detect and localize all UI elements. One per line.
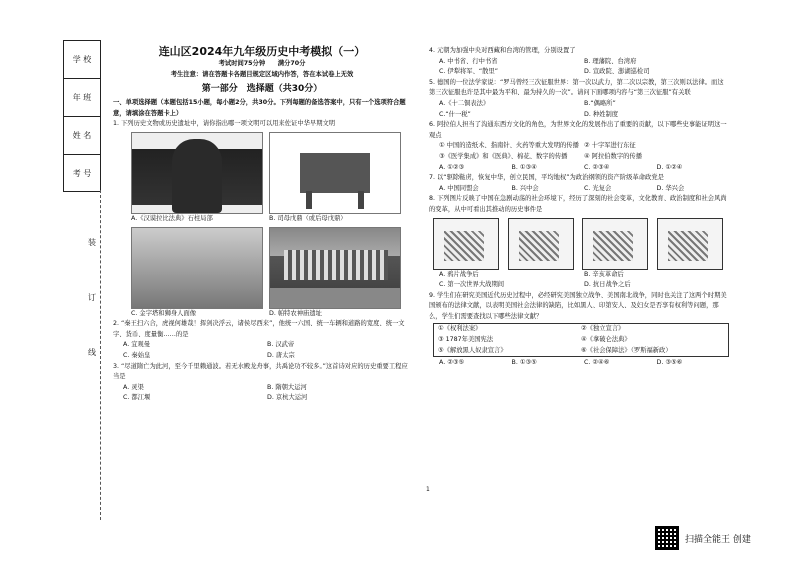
statement-item: ① 中国的造纸术、指南针、火药等重大发明的传播 (439, 142, 579, 150)
question-stem: 9. 学生们在研究美国近代历史过程中，必经研究美国独立战争、美国南北战争，同时也关注了这两个时期美国颁布的法律文献，以表明美国社会法律的缺陷，比如黑人、印第安人、及妇女是否享有权利等问题，那么，学生们需要查找以下哪些法律文献？ (429, 291, 727, 320)
answer-option: A. 鸦片战争后 (439, 270, 479, 278)
answer-option: A. ①②③ (439, 163, 465, 171)
statement-item: ⑥《社会保障法》（罗斯福新政） (581, 346, 672, 354)
school-field: 学 校 (64, 41, 100, 79)
answer-option: C. 都江堰 (123, 394, 151, 402)
question-9 (429, 291, 729, 369)
option-caption: C. 金字塔和狮身人面像 (131, 309, 197, 317)
answer-option: D. 华兴会 (656, 184, 685, 192)
question-6 (429, 120, 729, 173)
right-column (429, 46, 729, 369)
question-2 (113, 319, 411, 361)
name-field: 姓 名 (64, 117, 100, 155)
statement-item: ③《医学集成》和《医典》、棉花、数字的传播 (439, 152, 568, 160)
answer-option: A. 灵渠 (123, 383, 144, 391)
answer-option: A. ②③⑤ (439, 359, 465, 367)
answer-option: C. ②③④ (584, 163, 610, 171)
question-stem: 2. “秦王扫六合，虎视何雄哉！挥剑决浮云，诸侯尽西来”，他统一六国、统一车辆和道路的宽度、统一文字、货币、度量衡……的是 (113, 320, 405, 338)
question-8 (429, 194, 729, 290)
pyramid-sphinx-image (131, 227, 263, 309)
question-stem: 7. 以“驱除鞑虏，恢复中华，创立民国，平均地权”为政治纲领的资产阶级革命政党是 (429, 174, 664, 182)
hammurabi-stele-image (131, 132, 263, 214)
student-info-box (63, 40, 101, 192)
exam-number-field: 考 号 (72, 169, 92, 178)
binding-dashed-line (100, 190, 101, 520)
question-3 (113, 362, 411, 404)
question-stem: 8. 下列图片反映了中国在急剧动荡的社会环境下，经历了深刻的社会变革，文化教育、政治制度和社会风尚的变革，从中可看出其推动的历史事件是 (429, 195, 727, 213)
left-column (113, 44, 411, 404)
answer-option: C. ②④⑥ (584, 359, 610, 367)
exam-meta: 考试时间75分钟 满分70分 (218, 60, 306, 67)
answer-option: C. 光复会 (584, 184, 612, 192)
option-caption: B. 司母戊鼎（或后母戊鼎） (269, 214, 347, 222)
answer-option: B. 理藩院、台湾府 (584, 57, 637, 65)
parthenon-image (269, 227, 401, 309)
answer-option: C. 秦始皇 (123, 351, 151, 359)
scanner-watermark (655, 526, 751, 550)
statement-item: ⑤《解放黑人奴隶宣言》 (438, 346, 507, 354)
answer-option: C. 伊犁将军、“散里” (439, 68, 499, 76)
class-field: 年 班 (64, 79, 100, 117)
question-stem: 1. 下列历史文物或历史遗址中，请你指出哪一项文明可以用来佐证中华早期文明 (113, 120, 336, 128)
cartoon-image-4 (657, 218, 723, 270)
question-1 (113, 119, 411, 319)
question-stem: 3. “尽道隋亡为此河，至今千里赖通波。若无水殿龙舟事，共禹论功不较多。”这首诗对应的历史重要工程应当是 (113, 362, 408, 381)
binding-line-label (86, 215, 98, 380)
page-number: 1 (426, 486, 430, 493)
binding-char: 装 (88, 238, 96, 247)
part-heading: 第一部分 选择题（共30分） (201, 84, 323, 95)
statement-item: ③ 1787年美国宪法 (438, 336, 494, 344)
answer-option: D. 唐太宗 (267, 351, 295, 359)
binding-char: 线 (88, 348, 96, 357)
answer-option: D. 宣政院、澎湖巡检司 (584, 68, 650, 76)
answer-option: D. ③⑤⑥ (656, 359, 683, 367)
answer-option: D. 京杭大运河 (267, 394, 308, 402)
answer-option: D. 种姓制度 (584, 110, 619, 118)
answer-option: A. 宜观曼 (123, 341, 151, 349)
option-caption: D. 帕特农神庙遗址 (269, 309, 322, 317)
answer-option: A.《十二铜表法》 (439, 99, 490, 107)
statement-item: ④《拿破仑法典》 (581, 336, 631, 344)
question-7 (429, 173, 729, 194)
answer-option: B. 兴中会 (511, 184, 539, 192)
answer-option: A. 中书省、行中书省 (439, 57, 498, 65)
binding-char: 订 (88, 293, 96, 302)
cartoon-image-2 (508, 218, 574, 270)
cartoon-image-1 (433, 218, 499, 270)
answer-option: B.“偶略所” (584, 99, 616, 107)
statement-item: ④ 阿拉伯数字的传播 (584, 152, 643, 160)
answer-option: D. ①②④ (656, 163, 683, 171)
answer-option: B. 辛亥革命后 (584, 270, 624, 278)
question-stem: 4. 元朝为加强中央对西藏和台湾的管理，分别设置了 (429, 47, 576, 54)
answer-option: B. ①③④ (511, 163, 537, 171)
statement-item: ②《独立宣言》 (581, 325, 625, 333)
exam-notice: 考生注意：请在答题卡各题目规定区域内作答，答在本试卷上无效 (170, 70, 354, 78)
document-list-box (433, 323, 729, 357)
section-instructions: 一、单项选择题（本题包括15小题，每小题2分，共30分。下列每题的备选答案中，只有一个选项符合题意，请填涂在答题卡上） (113, 99, 406, 117)
bronze-ding-image (269, 132, 401, 214)
watermark-text: 扫描全能王 创建 (685, 534, 751, 545)
answer-option: B. ①③⑤ (511, 359, 537, 367)
question-4 (429, 46, 729, 78)
statement-item: ② 十字军进行东征 (584, 142, 636, 150)
question-stem: 6. 阿拉伯人担当了沟通东西方文化的角色，为世界文化的发展作出了重要的贡献，以下哪些史事能证明这一观点 (429, 121, 727, 139)
answer-option: B. 汉武帝 (267, 341, 295, 349)
answer-option: C.“什一税” (439, 110, 471, 118)
cartoon-image-3 (582, 218, 648, 270)
answer-option: C. 第一次世界大战期间 (439, 281, 505, 289)
answer-option: D. 抗日战争之后 (584, 281, 631, 289)
statement-item: ①《权利法案》 (438, 325, 482, 333)
answer-option: B. 隋朝大运河 (267, 383, 307, 391)
exam-title: 连山区2024年九年级历史中考模拟（一） (158, 45, 366, 58)
qr-code-icon (655, 526, 679, 550)
question-stem: 5. 德国的一位法学家说：“罗马曾经三次征服世界：第一次以武力，第二次以宗教，第三次则以法律。而这第三次征服也许是其中最为平和、最为持久的一次”。请问下面哪项内容与“第三次征服”有关联 (429, 78, 724, 97)
question-5 (429, 78, 729, 120)
answer-option: A. 中国同盟会 (439, 184, 479, 192)
option-caption: A.《汉谟拉比法典》石柱局部 (131, 214, 213, 222)
